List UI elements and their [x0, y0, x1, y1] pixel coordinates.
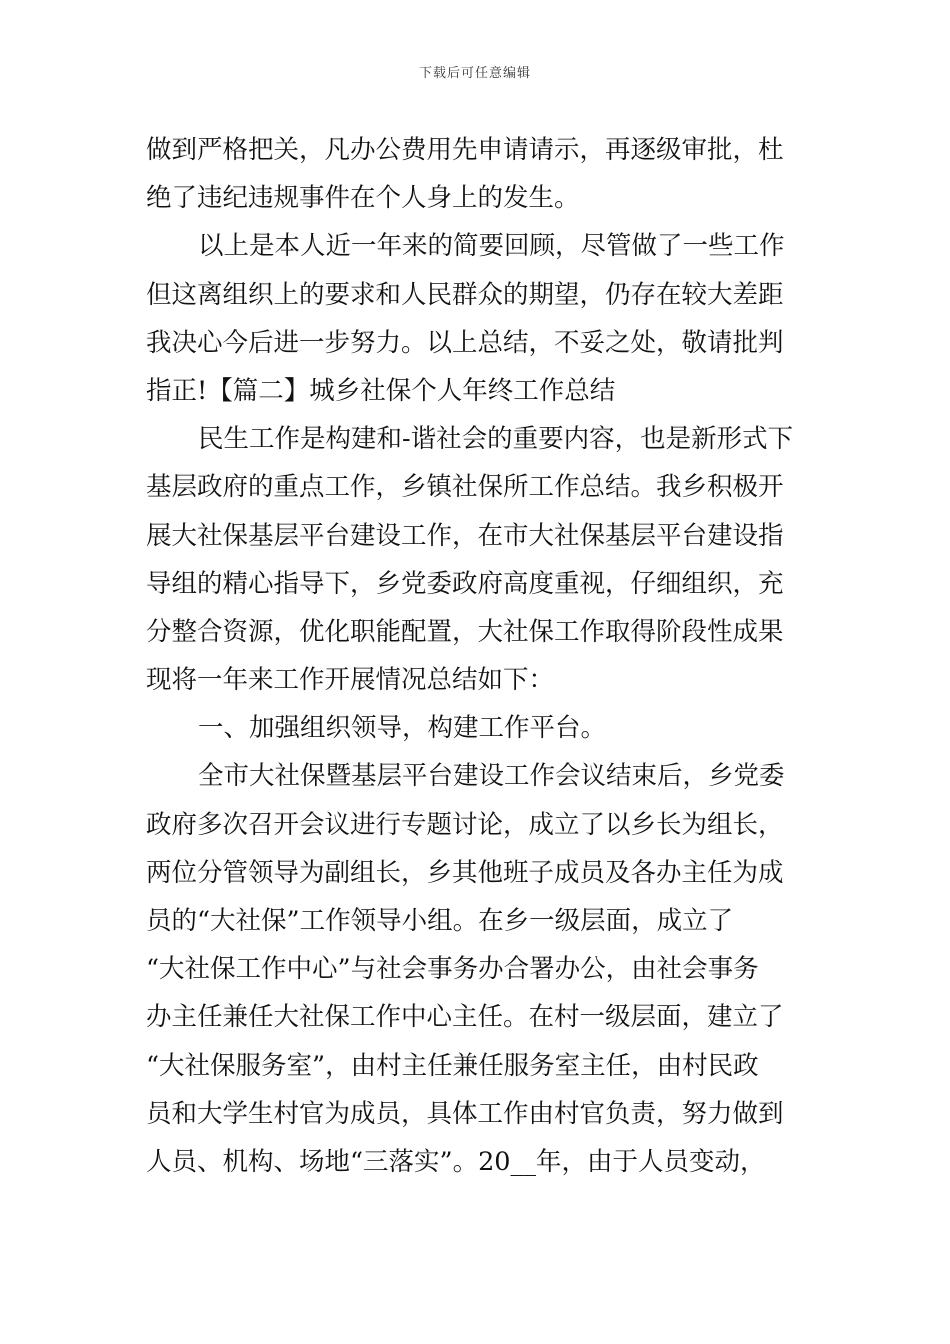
- page-header: 下载后可任意编辑: [418, 66, 531, 81]
- text-line: 以上是本人近一年来的简要回顾，尽管做了一些工作: [198, 231, 785, 262]
- text-line: 我决心今后进一步努力。以上总结，不妥之处，敬请批判: [146, 327, 784, 358]
- text-line: 两位分管领导为副组长，乡其他班子成员及各办主任为成: [146, 857, 784, 888]
- text-line: 办主任兼任大社保工作中心主任。在村一级层面，建立了: [146, 1002, 784, 1033]
- text-line: 现将一年来工作开展情况总结如下：: [146, 665, 555, 696]
- text-line: 导组的精心指导下，乡党委政府高度重视，仔细组织，充: [146, 568, 784, 599]
- body-text: [146, 126, 816, 1186]
- text-line: 指正!【篇二】城乡社保个人年终工作总结: [146, 375, 616, 406]
- text-line: 政府多次召开会议进行专题讨论，成立了以乡长为组长，: [146, 809, 784, 840]
- text-line: 但这离组织上的要求和人民群众的期望，仍存在较大差距: [146, 279, 784, 310]
- text-line: 人员、机构、场地“三落实”。20__年，由于人员变动，: [146, 1146, 766, 1177]
- text-line: 分整合资源，优化职能配置，大社保工作取得阶段性成果: [146, 616, 784, 647]
- text-line: 做到严格把关，凡办公费用先申请请示，再逐级审批，杜: [146, 135, 784, 165]
- text-line: “大社保服务室”，由村主任兼任服务室主任，由村民政: [146, 1050, 759, 1081]
- text-line: “大社保工作中心”与社会事务办合署办公，由社会事务: [146, 954, 759, 985]
- text-line: 民生工作是构建和-谐社会的重要内容，也是新形式下: [198, 424, 794, 455]
- text-line: 全市大社保暨基层平台建设工作会议结束后，乡党委: [198, 761, 785, 792]
- text-line: 基层政府的重点工作，乡镇社保所工作总结。我乡积极开: [146, 472, 784, 503]
- section-heading: 一、加强组织领导，构建工作平台。: [198, 713, 607, 744]
- text-line: 员和大学生村官为成员，具体工作由村官负责，努力做到: [146, 1098, 784, 1129]
- text-line: 绝了违纪违规事件在个人身上的发生。: [146, 183, 580, 214]
- text-line: 展大社保基层平台建设工作，在市大社保基层平台建设指: [146, 520, 784, 551]
- text-line: 员的“大社保”工作领导小组。在乡一级层面，成立了: [146, 906, 734, 936]
